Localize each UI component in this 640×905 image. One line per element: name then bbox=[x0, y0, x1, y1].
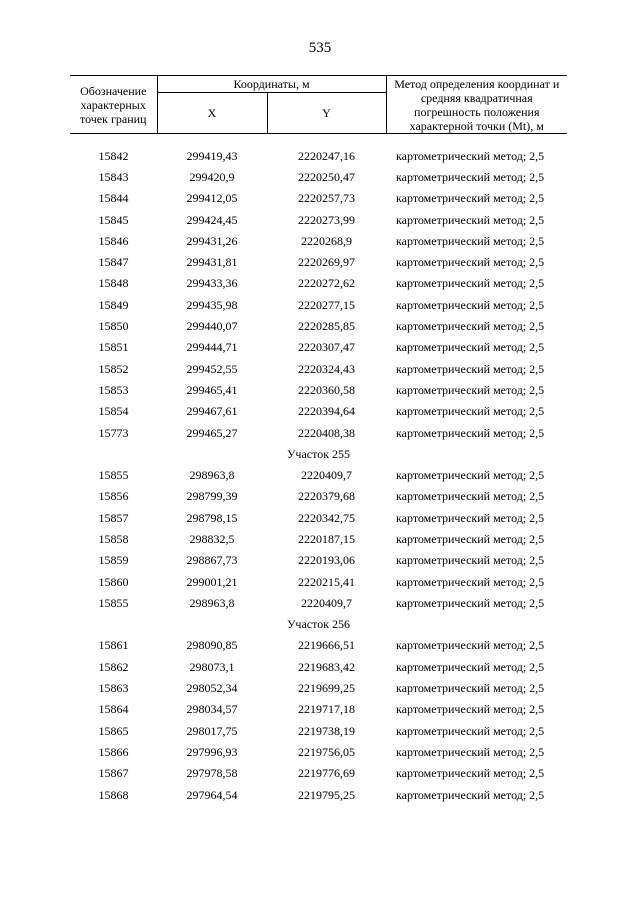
table-row bbox=[70, 166, 567, 187]
method-cell: картометрический метод; 2,5 bbox=[396, 297, 545, 312]
y-cell: 2220269,97 bbox=[298, 255, 355, 270]
y-cell: 2219683,42 bbox=[298, 659, 355, 674]
method-cell: картометрический метод; 2,5 bbox=[396, 510, 545, 525]
y-cell: 2219795,25 bbox=[298, 787, 355, 802]
section-label: Участок 255 bbox=[286, 446, 351, 461]
table-row bbox=[70, 464, 567, 485]
y-cell: 2220379,68 bbox=[298, 489, 355, 504]
table-row bbox=[70, 720, 567, 741]
table-row bbox=[70, 273, 567, 294]
method-cell: картометрический метод; 2,5 bbox=[396, 531, 545, 546]
table-row bbox=[70, 337, 567, 358]
y-cell: 2220193,06 bbox=[298, 553, 355, 568]
point-cell: 15854 bbox=[98, 404, 129, 419]
method-cell: картометрический метод; 2,5 bbox=[396, 169, 545, 184]
method-cell: картометрический метод; 2,5 bbox=[396, 744, 545, 759]
table-row bbox=[70, 550, 567, 571]
method-cell: картометрический метод; 2,5 bbox=[396, 595, 545, 610]
x-cell: 298963,8 bbox=[189, 468, 235, 483]
section-label: Участок 256 bbox=[286, 617, 351, 632]
x-cell: 299431,26 bbox=[186, 233, 238, 248]
x-cell: 299424,45 bbox=[186, 212, 238, 227]
y-cell: 2220273,99 bbox=[298, 212, 355, 227]
point-cell: 15856 bbox=[98, 489, 129, 504]
table-row bbox=[70, 763, 567, 784]
x-cell: 299433,36 bbox=[186, 276, 238, 291]
table-body bbox=[70, 134, 567, 806]
method-cell: картометрический метод; 2,5 bbox=[396, 212, 545, 227]
table-row bbox=[70, 230, 567, 251]
table-row bbox=[70, 422, 567, 443]
table-row bbox=[70, 635, 567, 656]
method-cell: картометрический метод; 2,5 bbox=[396, 638, 545, 653]
table-row bbox=[70, 251, 567, 272]
x-cell: 298017,75 bbox=[186, 723, 238, 738]
x-cell: 299467,61 bbox=[186, 404, 238, 419]
y-cell: 2219717,18 bbox=[298, 702, 355, 717]
y-cell: 2220307,47 bbox=[298, 340, 355, 355]
table-row bbox=[70, 699, 567, 720]
table-row bbox=[70, 784, 567, 805]
x-cell: 299412,05 bbox=[186, 191, 238, 206]
table-row bbox=[70, 401, 567, 422]
y-cell: 2219666,51 bbox=[298, 638, 355, 653]
x-cell: 298867,73 bbox=[186, 553, 238, 568]
y-cell: 2220409,7 bbox=[301, 595, 352, 610]
table-row bbox=[70, 592, 567, 613]
y-cell: 2220324,43 bbox=[298, 361, 355, 376]
point-cell: 15859 bbox=[98, 553, 129, 568]
x-cell: 298832,5 bbox=[189, 531, 235, 546]
y-cell: 2220408,38 bbox=[298, 425, 355, 440]
point-cell: 15860 bbox=[98, 574, 129, 589]
table-row bbox=[70, 528, 567, 549]
x-cell: 298052,34 bbox=[186, 681, 238, 696]
method-cell: картометрический метод; 2,5 bbox=[396, 702, 545, 717]
point-cell: 15862 bbox=[98, 659, 129, 674]
method-cell: картометрический метод; 2,5 bbox=[396, 659, 545, 674]
y-cell: 2220409,7 bbox=[301, 468, 352, 483]
table-row bbox=[70, 315, 567, 336]
point-cell: 15849 bbox=[98, 297, 129, 312]
method-cell: картометрический метод; 2,5 bbox=[396, 255, 545, 270]
x-cell: 298034,57 bbox=[186, 702, 238, 717]
method-cell: картометрический метод; 2,5 bbox=[396, 766, 545, 781]
point-cell: 15864 bbox=[98, 702, 129, 717]
method-cell: картометрический метод; 2,5 bbox=[396, 723, 545, 738]
x-cell: 297996,93 bbox=[186, 744, 238, 759]
table-row bbox=[70, 571, 567, 592]
method-cell: картометрический метод; 2,5 bbox=[396, 468, 545, 483]
y-cell: 2220215,41 bbox=[298, 574, 355, 589]
point-cell: 15855 bbox=[98, 595, 129, 610]
table-row bbox=[70, 379, 567, 400]
x-cell: 299452,55 bbox=[186, 361, 238, 376]
y-cell: 2220268,9 bbox=[301, 233, 352, 248]
method-cell: картометрический метод; 2,5 bbox=[396, 148, 545, 163]
point-cell: 15857 bbox=[98, 510, 129, 525]
x-cell: 299001,21 bbox=[186, 574, 238, 589]
point-cell: 15863 bbox=[98, 681, 129, 696]
method-cell: картометрический метод; 2,5 bbox=[396, 425, 545, 440]
y-cell: 2220187,15 bbox=[298, 531, 355, 546]
point-cell: 15844 bbox=[98, 191, 129, 206]
point-cell: 15846 bbox=[98, 233, 129, 248]
header-coordinates: Координаты, м bbox=[157, 76, 386, 93]
point-cell: 15851 bbox=[98, 340, 129, 355]
point-cell: 15852 bbox=[98, 361, 129, 376]
header-method: Метод определения координат и средняя квадратичная погрешность положения характерной точки (Mt), м bbox=[386, 76, 567, 134]
x-cell: 299465,27 bbox=[186, 425, 238, 440]
method-cell: картометрический метод; 2,5 bbox=[396, 233, 545, 248]
coordinates-table bbox=[70, 75, 567, 805]
y-cell: 2220247,16 bbox=[298, 148, 355, 163]
point-cell: 15773 bbox=[98, 425, 129, 440]
point-cell: 15845 bbox=[98, 212, 129, 227]
table-row bbox=[70, 358, 567, 379]
table-row bbox=[70, 145, 567, 166]
method-cell: картометрический метод; 2,5 bbox=[396, 787, 545, 802]
x-cell: 297978,58 bbox=[186, 766, 238, 781]
y-cell: 2220394,64 bbox=[298, 404, 355, 419]
x-cell: 299419,43 bbox=[186, 148, 238, 163]
x-cell: 299420,9 bbox=[189, 169, 235, 184]
point-cell: 15866 bbox=[98, 744, 129, 759]
x-cell: 298073,1 bbox=[189, 659, 235, 674]
point-cell: 15867 bbox=[98, 766, 129, 781]
point-cell: 15861 bbox=[98, 638, 129, 653]
section-row bbox=[70, 443, 567, 464]
method-cell: картометрический метод; 2,5 bbox=[396, 382, 545, 397]
point-cell: 15855 bbox=[98, 468, 129, 483]
method-cell: картометрический метод; 2,5 bbox=[396, 361, 545, 376]
table-row bbox=[70, 294, 567, 315]
method-cell: картометрический метод; 2,5 bbox=[396, 340, 545, 355]
method-cell: картометрический метод; 2,5 bbox=[396, 276, 545, 291]
method-cell: картометрический метод; 2,5 bbox=[396, 191, 545, 206]
point-cell: 15850 bbox=[98, 319, 129, 334]
y-cell: 2219699,25 bbox=[298, 681, 355, 696]
y-cell: 2220257,73 bbox=[298, 191, 355, 206]
x-cell: 297964,54 bbox=[186, 787, 238, 802]
x-cell: 298090,85 bbox=[186, 638, 238, 653]
point-cell: 15848 bbox=[98, 276, 129, 291]
point-cell: 15853 bbox=[98, 382, 129, 397]
x-cell: 299444,71 bbox=[186, 340, 238, 355]
table-row bbox=[70, 507, 567, 528]
y-cell: 2220285,85 bbox=[298, 319, 355, 334]
point-cell: 15865 bbox=[98, 723, 129, 738]
table-row bbox=[70, 188, 567, 209]
y-cell: 2219738,19 bbox=[298, 723, 355, 738]
x-cell: 299440,07 bbox=[186, 319, 238, 334]
table-row bbox=[70, 677, 567, 698]
point-cell: 15847 bbox=[98, 255, 129, 270]
method-cell: картометрический метод; 2,5 bbox=[396, 681, 545, 696]
method-cell: картометрический метод; 2,5 bbox=[396, 404, 545, 419]
x-cell: 299435,98 bbox=[186, 297, 238, 312]
x-cell: 298963,8 bbox=[189, 595, 235, 610]
page-number: 535 bbox=[308, 40, 332, 56]
y-cell: 2219756,05 bbox=[298, 744, 355, 759]
y-cell: 2220342,75 bbox=[298, 510, 355, 525]
method-cell: картометрический метод; 2,5 bbox=[396, 319, 545, 334]
x-cell: 298799,39 bbox=[186, 489, 238, 504]
table-row bbox=[70, 741, 567, 762]
point-cell: 15868 bbox=[98, 787, 129, 802]
header-point-designation: Обозначение характерных точек границ bbox=[70, 76, 157, 134]
y-cell: 2220360,58 bbox=[298, 382, 355, 397]
header-y: Y bbox=[267, 93, 386, 134]
section-row bbox=[70, 614, 567, 635]
method-cell: картометрический метод; 2,5 bbox=[396, 553, 545, 568]
header-x: X bbox=[157, 93, 267, 134]
y-cell: 2220272,62 bbox=[298, 276, 355, 291]
table-header bbox=[70, 76, 567, 134]
method-cell: картометрический метод; 2,5 bbox=[396, 489, 545, 504]
y-cell: 2220250,47 bbox=[298, 169, 355, 184]
point-cell: 15842 bbox=[98, 148, 129, 163]
table-row bbox=[70, 656, 567, 677]
table-row bbox=[70, 209, 567, 230]
method-cell: картометрический метод; 2,5 bbox=[396, 574, 545, 589]
x-cell: 299465,41 bbox=[186, 382, 238, 397]
x-cell: 298798,15 bbox=[186, 510, 238, 525]
y-cell: 2220277,15 bbox=[298, 297, 355, 312]
table-row bbox=[70, 486, 567, 507]
point-cell: 15843 bbox=[98, 169, 129, 184]
x-cell: 299431,81 bbox=[186, 255, 238, 270]
y-cell: 2219776,69 bbox=[298, 766, 355, 781]
point-cell: 15858 bbox=[98, 531, 129, 546]
